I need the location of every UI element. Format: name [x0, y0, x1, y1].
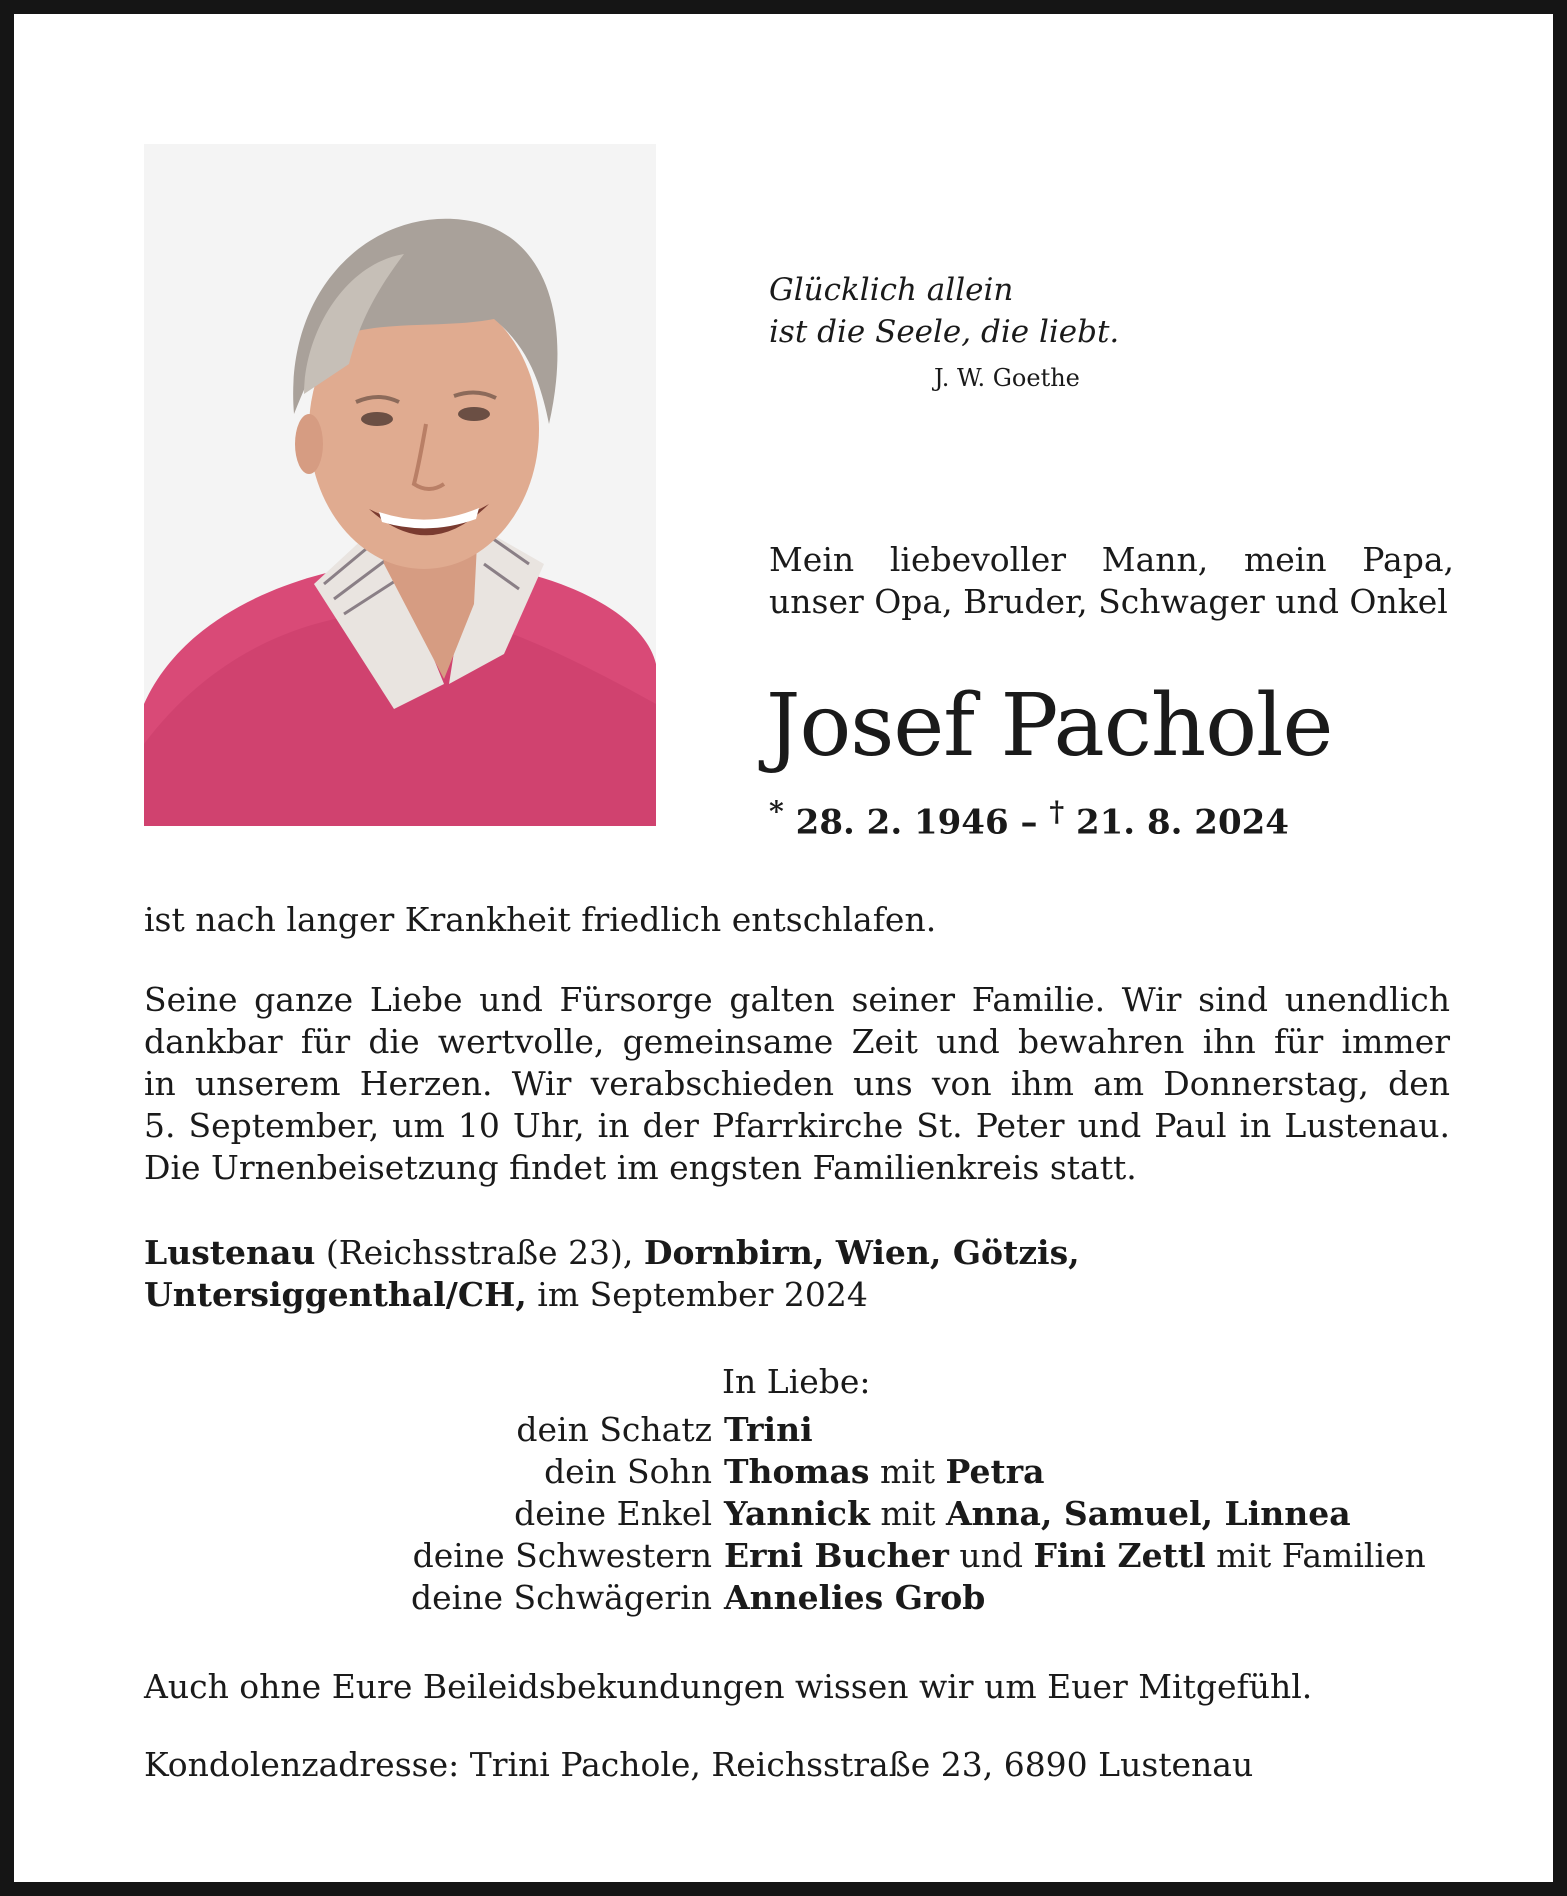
- places-block: [144, 1232, 1080, 1316]
- signature-row: [14, 1493, 1567, 1535]
- condolence-address: Kondolenzadresse: Trini Pachole, Reichsstraße 23, 6890 Lustenau: [144, 1745, 1254, 1784]
- places-line: [144, 1274, 1080, 1316]
- signature-row: [14, 1409, 1567, 1451]
- portrait-illustration: [144, 144, 656, 826]
- signature-names: [712, 1409, 813, 1451]
- signature-role: deine Enkel: [514, 1494, 712, 1533]
- signature-name: Trini: [724, 1410, 813, 1449]
- body-line: in unserem Herzen. Wir verabschieden uns von ihm am Donnerstag, den: [144, 1064, 1450, 1103]
- body-line: Die Urnenbeisetzung findet im engsten Familienkreis statt.: [144, 1148, 1137, 1187]
- signature-connector: mit: [869, 1494, 946, 1533]
- place-bold: Dornbirn, Wien, Götzis,: [643, 1233, 1080, 1272]
- signature-name: Thomas: [724, 1452, 870, 1491]
- date-separator: –: [1020, 802, 1038, 843]
- deceased-name: Josef Pachole: [766, 676, 1333, 776]
- body-line: dankbar für die wertvolle, gemeinsame Zeit und bewahren ihn für immer: [144, 1022, 1450, 1061]
- quote-line: ist die Seele, die liebt.: [769, 314, 1120, 350]
- signature-connector: mit: [869, 1452, 946, 1491]
- quote-line: Glücklich allein: [769, 272, 1014, 308]
- places-line: [144, 1232, 1080, 1274]
- life-dates: [769, 794, 1289, 842]
- signature-name: Petra: [945, 1452, 1045, 1491]
- intro-text: [769, 539, 1454, 623]
- signatures: [14, 1409, 1567, 1619]
- signature-name: Annelies Grob: [724, 1578, 986, 1617]
- signature-name: Erni Bucher: [724, 1536, 949, 1575]
- body-line: Seine ganze Liebe und Fürsorge galten seiner Familie. Wir sind unendlich: [144, 980, 1450, 1019]
- place-bold: Lustenau: [144, 1233, 316, 1272]
- closing-line: Auch ohne Eure Beileidsbekundungen wissen wir um Euer Mitgefühl.: [144, 1667, 1313, 1706]
- signature-names: [712, 1451, 1044, 1493]
- signature-name: Fini Zettl: [1033, 1536, 1206, 1575]
- birth-date: 28. 2. 1946: [795, 802, 1009, 843]
- portrait-photo: [144, 144, 656, 826]
- birth-symbol: *: [769, 794, 784, 828]
- signature-row: [14, 1535, 1567, 1577]
- death-date: 21. 8. 2024: [1075, 802, 1289, 843]
- signature-role: deine Schwestern: [412, 1536, 712, 1575]
- body-line: 5. September, um 10 Uhr, in der Pfarrkirche St. Peter und Paul in Lustenau.: [144, 1106, 1450, 1145]
- quote-author: J. W. Goethe: [934, 364, 1080, 392]
- intro-line: Mein liebevoller Mann, mein Papa,: [769, 540, 1454, 579]
- place-address: (Reichsstraße 23),: [315, 1233, 644, 1272]
- signature-names: [712, 1493, 1351, 1535]
- body-paragraph: [144, 979, 1450, 1189]
- signature-connector: und: [948, 1536, 1034, 1575]
- signature-names: [712, 1577, 985, 1619]
- signature-role: deine Schwägerin: [411, 1578, 712, 1617]
- signature-row: [14, 1451, 1567, 1493]
- signature-role: dein Sohn: [544, 1452, 712, 1491]
- quote: [769, 269, 1119, 353]
- signature-name: Yannick: [724, 1494, 870, 1533]
- death-symbol: †: [1049, 794, 1065, 828]
- intro-line: unser Opa, Bruder, Schwager und Onkel: [769, 582, 1448, 621]
- signature-row: [14, 1577, 1567, 1619]
- place-date: im September 2024: [526, 1275, 868, 1314]
- signature-name: Anna, Samuel, Linnea: [945, 1494, 1351, 1533]
- signature-role: dein Schatz: [516, 1410, 712, 1449]
- signature-names: [712, 1535, 1426, 1577]
- place-bold: Untersiggenthal/CH,: [144, 1275, 527, 1314]
- in-liebe-label: In Liebe:: [722, 1362, 871, 1401]
- signature-suffix: mit Familien: [1205, 1536, 1426, 1575]
- announcement-line: ist nach langer Krankheit friedlich entschlafen.: [144, 900, 937, 939]
